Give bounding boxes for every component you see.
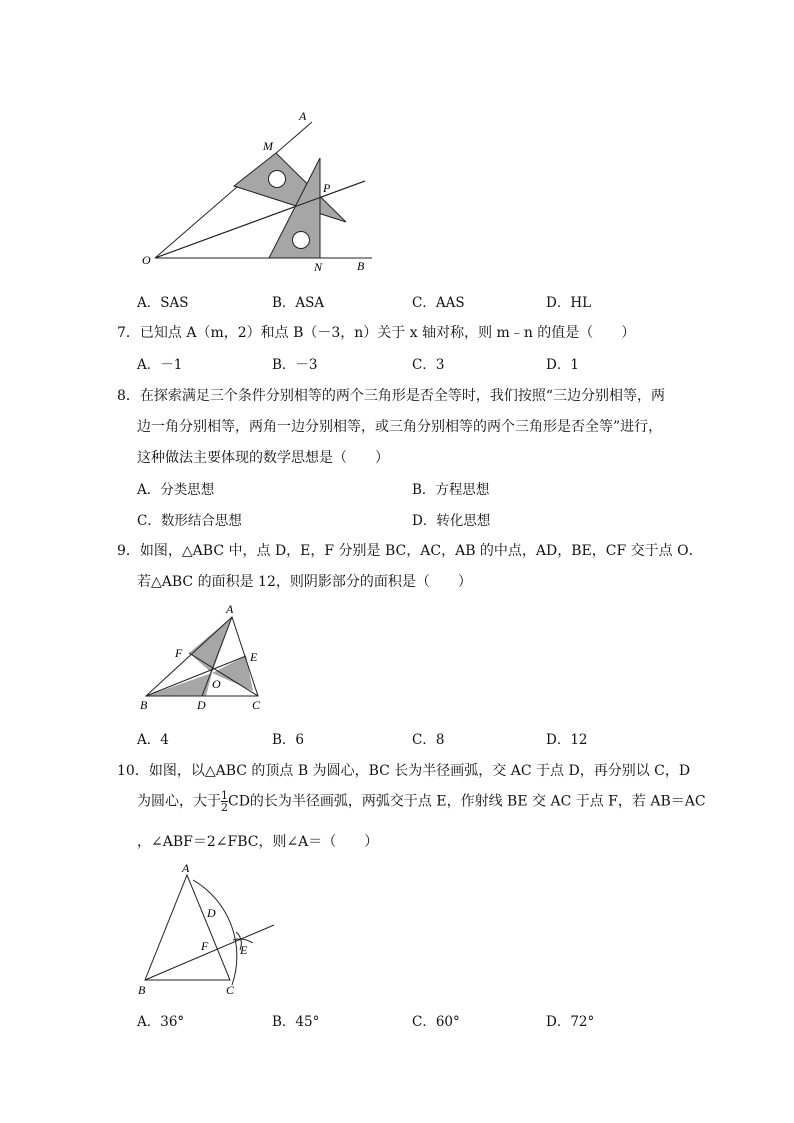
q9-option-c[interactable]: C．8	[412, 732, 445, 748]
q10-line-3: ，∠ABF＝2∠FBC，则∠A＝（ ）	[137, 834, 379, 850]
ray-BE	[145, 925, 274, 980]
label-O: O	[142, 253, 151, 267]
label-A: A	[226, 602, 234, 616]
q6-option-d[interactable]: D．HL	[546, 295, 592, 311]
q8-option-c[interactable]: C．数形结合思想	[137, 513, 242, 529]
q6-option-a[interactable]: A．SAS	[137, 295, 189, 311]
q8-line-1: 8．在探索满足三个条件分别相等的两个三角形是否全等时，我们按照“三边分别相等，两	[117, 388, 666, 404]
label-A: A	[182, 861, 190, 875]
triangle-ABC	[145, 875, 230, 980]
label-M: M	[263, 139, 273, 153]
arc-from-B	[193, 880, 237, 985]
q8-line-2: 边一角分别相等，两角一边分别相等，或三角分别相等的两个三角形是否全等”进行，	[137, 419, 663, 435]
label-N: N	[314, 260, 323, 274]
label-D: D	[207, 906, 216, 920]
q9-option-a[interactable]: A．4	[137, 732, 169, 748]
q8-option-d[interactable]: D．转化思想	[412, 513, 491, 529]
q10-option-b[interactable]: B．45°	[272, 1014, 320, 1030]
q10-option-c[interactable]: C．60°	[412, 1014, 460, 1030]
label-C: C	[252, 698, 261, 712]
set-square-2-hole	[293, 232, 310, 249]
q10-option-d[interactable]: D．72°	[546, 1014, 595, 1030]
q9-line-2: 若△ABC 的面积是 12，则阴影部分的面积是（ ）	[137, 574, 472, 590]
q10-line-2-start: 为圆心，大于	[137, 793, 221, 810]
fraction-numerator: 1	[221, 789, 228, 802]
q6-figure	[130, 100, 390, 280]
q8-option-a[interactable]: A．分类思想	[137, 482, 215, 498]
label-B: B	[140, 698, 148, 712]
label-E: E	[250, 650, 258, 664]
label-D: D	[197, 698, 206, 712]
q9-option-d[interactable]: D．12	[546, 732, 588, 748]
q8-option-b[interactable]: B．方程思想	[412, 482, 490, 498]
q10-figure	[130, 858, 280, 998]
label-E: E	[240, 943, 248, 957]
q7-option-a[interactable]: A．－1	[137, 357, 183, 373]
q6-option-b[interactable]: B．ASA	[272, 295, 325, 311]
set-square-1-hole	[269, 171, 286, 188]
fraction-denominator: 2	[221, 801, 228, 814]
q7-option-b[interactable]: B．－3	[272, 357, 318, 373]
q8-line-3: 这种做法主要体现的数学思想是（ ）	[137, 450, 389, 466]
fraction-one-half	[221, 790, 228, 813]
q9-option-b[interactable]: B．6	[272, 732, 305, 748]
label-A: A	[299, 109, 307, 123]
label-P: P	[323, 181, 331, 195]
q9-figure	[130, 598, 280, 716]
label-F: F	[201, 939, 209, 953]
label-B: B	[138, 983, 146, 997]
label-O: O	[212, 677, 221, 691]
q9-line-1: 9．如图，△ABC 中，点 D，E，F 分别是 BC，AC，AB 的中点，AD，BE，CF 交于点 O．	[117, 543, 703, 559]
label-C: C	[226, 983, 235, 997]
q10-option-a[interactable]: A．36°	[137, 1014, 185, 1030]
q7-text: 7．已知点 A（m，2）和点 B（－3，n）关于 x 轴对称，则 m﹣n 的值是（ ）	[117, 325, 636, 341]
q10-line-1: 10．如图，以△ABC 的顶点 B 为圆心，BC 长为半径画弧，交 AC 于点 D，再分别以 C，D	[117, 763, 691, 779]
q7-option-d[interactable]: D．1	[546, 357, 579, 373]
label-F: F	[175, 646, 183, 660]
label-B: B	[357, 259, 365, 273]
q6-option-c[interactable]: C．AAS	[412, 295, 465, 311]
q10-line-2	[137, 790, 706, 813]
q7-option-c[interactable]: C．3	[412, 357, 445, 373]
q10-line-2-end: CD的长为半径画弧，两弧交于点 E，作射线 BE 交 AC 于点 F，若 AB＝AC	[228, 793, 706, 810]
